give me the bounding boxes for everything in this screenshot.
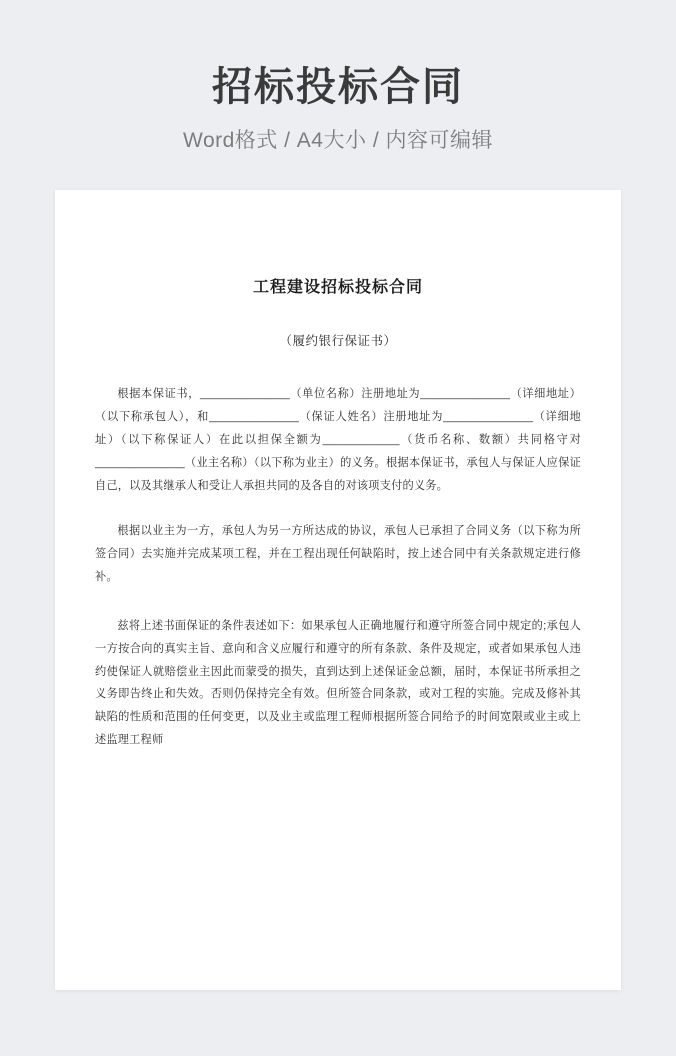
document-footer-space xyxy=(95,774,581,794)
document-preview[interactable] xyxy=(55,190,621,990)
document-paragraph: 根据本保证书，______________（单位名称）注册地址为______________（详细地址）（以下称承包人），和______________（保证人姓名）注册地址为______________（详细地址）（以下称保证人）在此以担保全额为____________（货币名称、数额）共同格守对______________（业主名称）（以下称为业主）的义务。根据本保证书，承包人与保证人应保证自己，以及其继承人和受让人承担共同的及各自的对该项支付的义务。 xyxy=(95,388,581,492)
document-subtitle: （履约银行保证书） xyxy=(279,334,397,348)
header xyxy=(0,0,676,154)
document-paragraph: 兹将上述书面保证的条件表述如下：如果承包人正确地履行和遵守所签合同中规定的;承包人一方按合向的真实主旨、意向和含义应履行和遵守的所有条款、条件及规定，或者如果承包人违约使保证人就赔偿业主因此而蒙受的损失，直到达到上述保证金总额，届时，本保证书所承担之义务即告终止和失效。否则仍保持完全有效。但所签合同条款，或对工程的实施。完成及修补其缺陷的性质和范围的任何变更，以及业主或监理工程师根据所签合同给予的时间宽限或业主或上述监理工程师 xyxy=(95,619,581,747)
page-title: 招标投标合同 xyxy=(212,65,464,109)
page-subtitle: Word格式 / A4大小 / 内容可编辑 xyxy=(183,129,493,152)
document-paragraph: 根据以业主为一方，承包人为另一方所达成的协议，承包人已承担了合同义务（以下称为所签合同）去实施并完成某项工程，并在工程出现任何缺陷时，按上述合同中有关条款规定进行修补。 xyxy=(95,524,581,583)
document-body xyxy=(95,383,581,752)
document-title: 工程建设招标投标合同 xyxy=(252,279,423,296)
